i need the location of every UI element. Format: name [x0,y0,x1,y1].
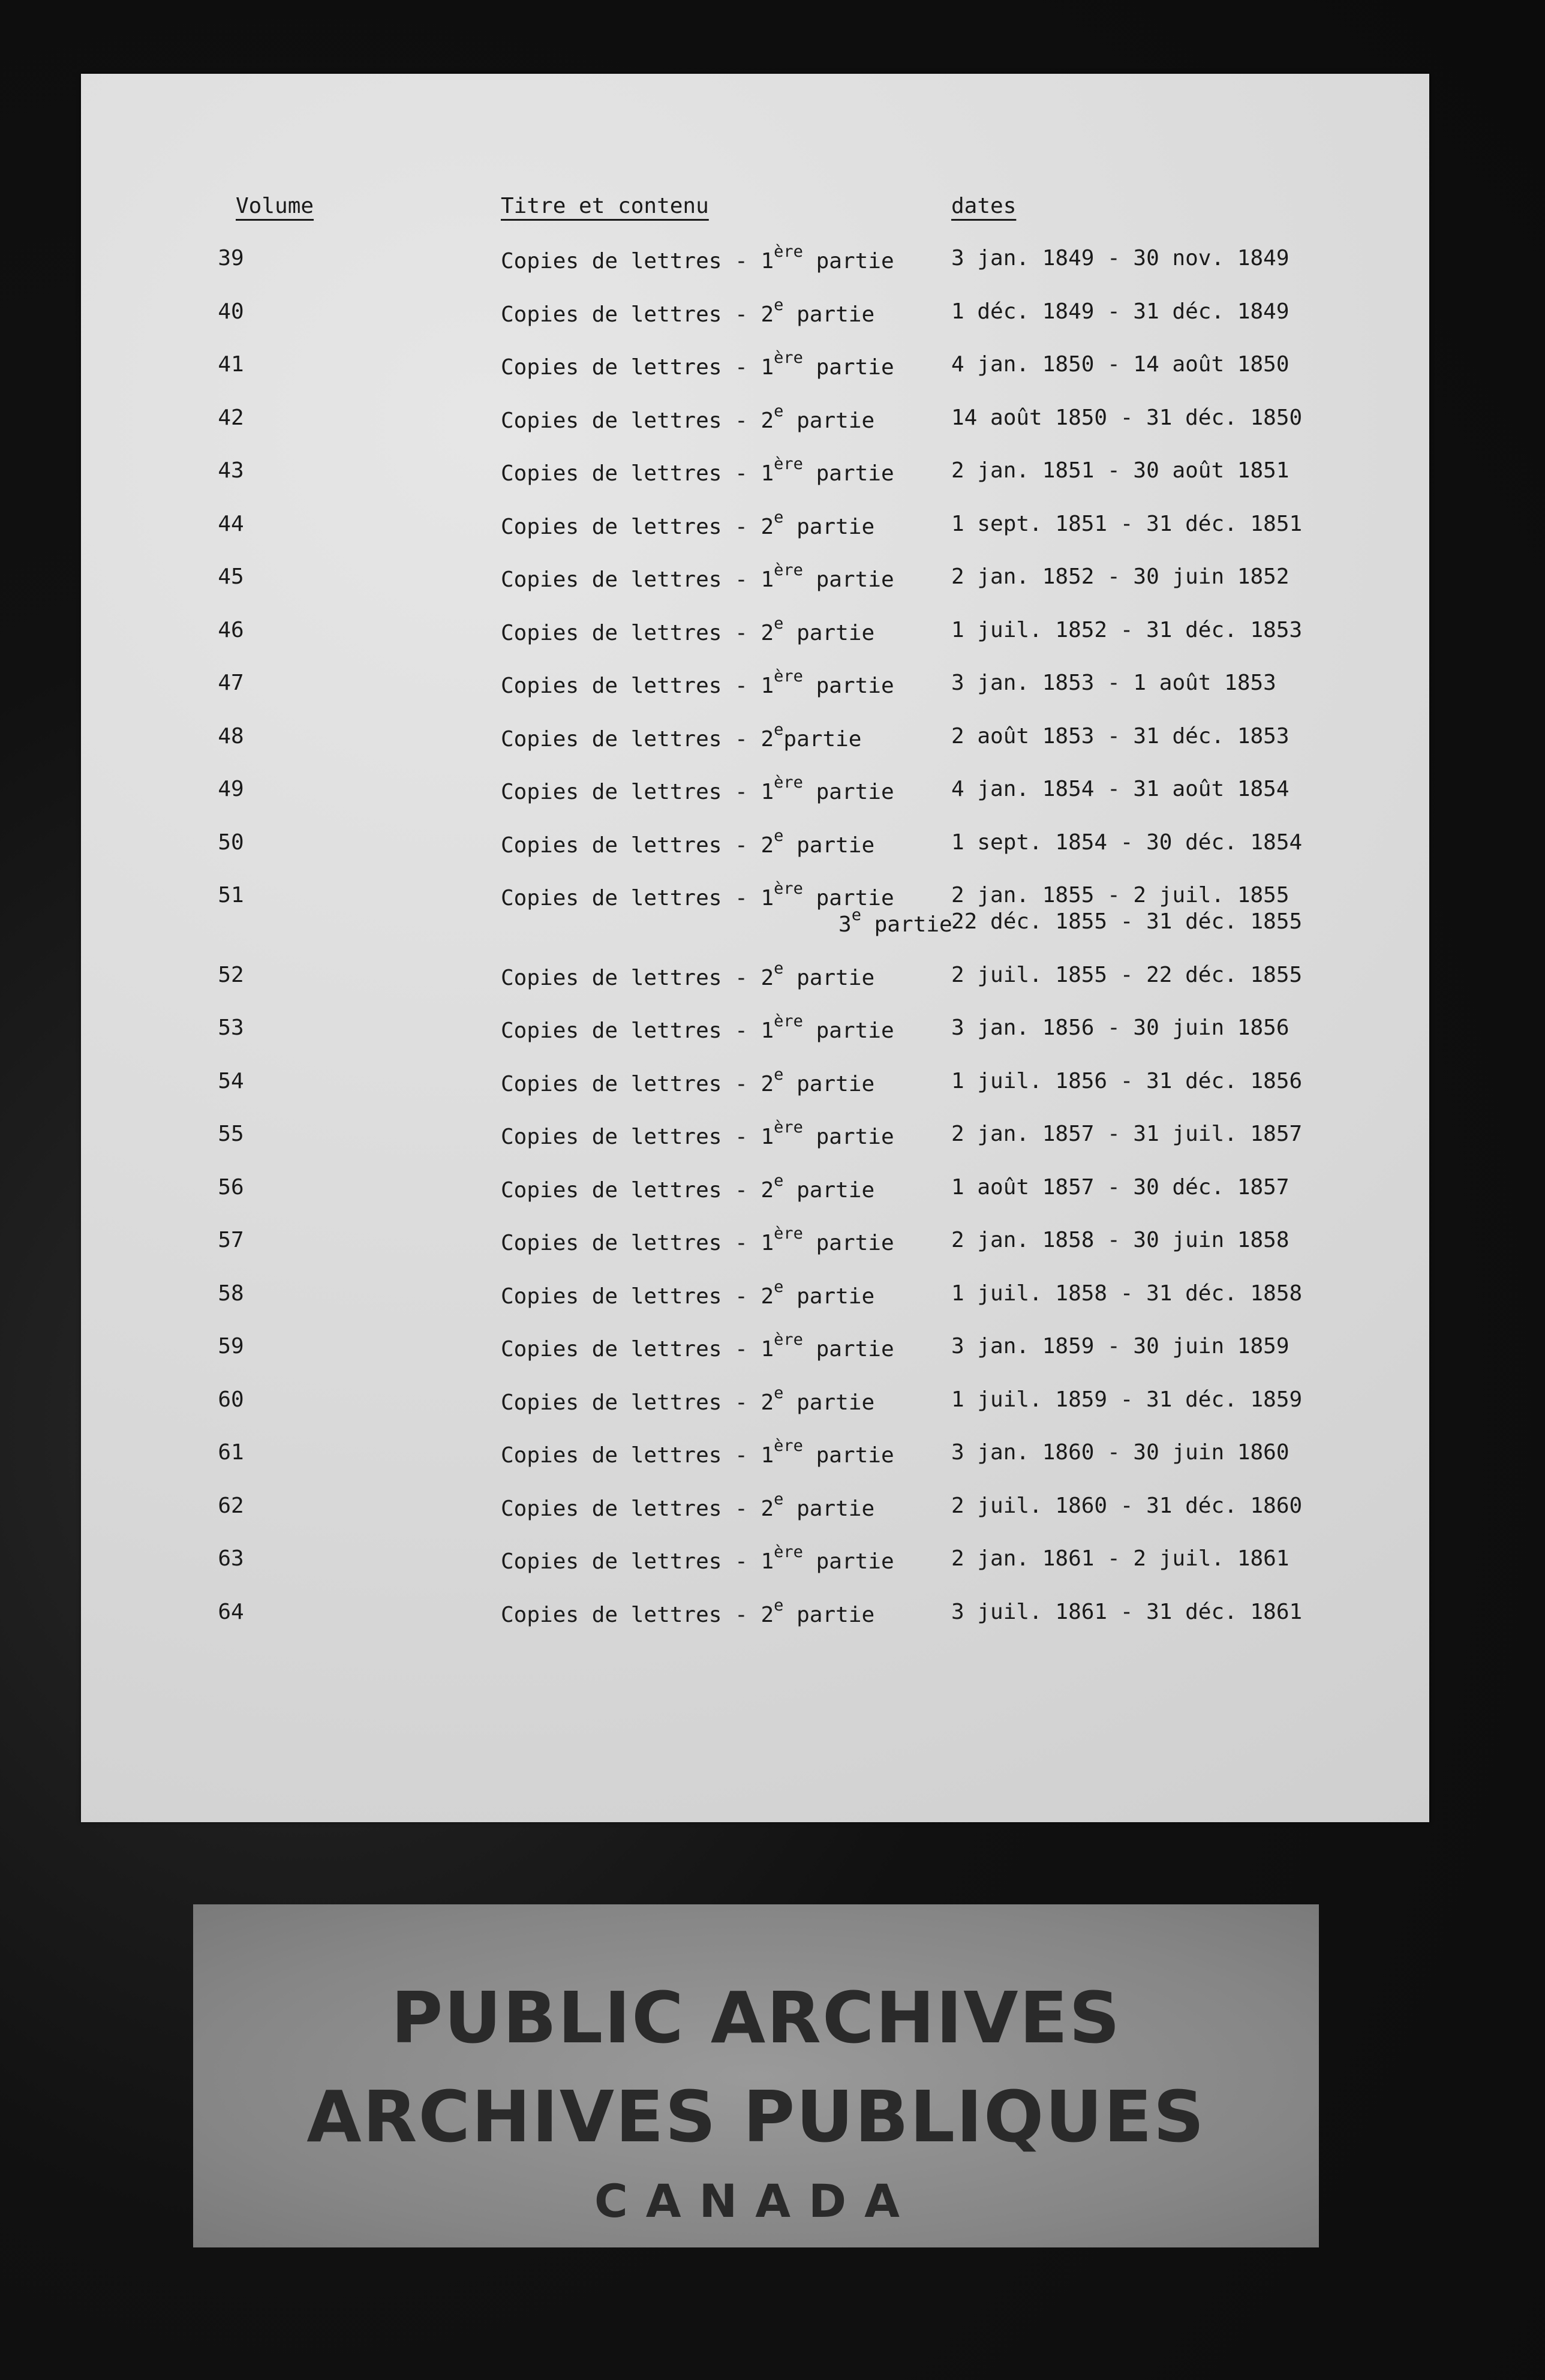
title-cell: Copies de lettres - 1ère partie [501,242,894,274]
dates-cell: 1 juil. 1859 - 31 déc. 1859 [951,1387,1303,1412]
dates-cell: 1 juil. 1858 - 31 déc. 1858 [951,1281,1303,1306]
volume-number: 46 [218,617,244,642]
table-row [81,720,1429,777]
title-cell: Copies de lettres - 2e partie [501,1489,875,1521]
table-row [81,1012,1429,1068]
title-cell: Copies de lettres - 1ère partie [501,1330,894,1362]
volume-number: 41 [218,352,244,377]
title-cell: Copies de lettres - 1ère partie [501,1437,894,1468]
dates-cell: 1 juil. 1856 - 31 déc. 1856 [951,1068,1303,1093]
dates-cell: 14 août 1850 - 31 déc. 1850 [951,405,1303,430]
volume-number: 61 [218,1440,244,1465]
title-cell: Copies de lettres - 1ère partie [501,773,894,804]
volume-number: 44 [218,511,244,536]
volume-number: 59 [218,1334,244,1359]
table-row [81,1330,1429,1387]
volume-number: 54 [218,1068,244,1093]
table-row [81,1595,1429,1652]
title-cell: Copies de lettres - 1ère partie [501,667,894,698]
dates-cell: 3 jan. 1859 - 30 juin 1859 [951,1334,1289,1359]
table-row [81,1383,1429,1440]
table-row [81,879,1429,937]
archives-stamp-label [193,1904,1319,2247]
dates-cell: 4 jan. 1850 - 14 août 1850 [951,352,1289,377]
dates-cell: 1 sept. 1854 - 30 déc. 1854 [951,830,1303,855]
dates-cell: 1 août 1857 - 30 déc. 1857 [951,1174,1289,1200]
title-cell: Copies de lettres - 2e partie [501,401,875,433]
dates-cell: 1 déc. 1849 - 31 déc. 1849 [951,299,1289,324]
header-title: Titre et contenu [501,194,709,218]
title-cell: Copies de lettres - 2e partie [501,826,875,858]
table-row [81,667,1429,723]
title-cell-extra: 3e partie [838,906,952,937]
title-cell: Copies de lettres - 2e partie [501,295,875,327]
volume-number: 57 [218,1228,244,1252]
table-row [81,455,1429,511]
volume-number: 50 [218,830,244,855]
volume-number: 51 [218,883,244,907]
volume-number: 42 [218,405,244,430]
volume-number: 56 [218,1174,244,1200]
table-row [81,614,1429,671]
table-row [81,1065,1429,1122]
table-row [81,1171,1429,1228]
title-cell: Copies de lettres - 1ère partie [501,455,894,486]
dates-cell: 2 juil. 1855 - 22 déc. 1855 [951,962,1303,987]
table-row [81,1224,1429,1281]
table-row [81,507,1429,564]
volume-number: 40 [218,299,244,324]
dates-cell: 3 jan. 1853 - 1 août 1853 [951,671,1276,695]
dates-cell: 3 juil. 1861 - 31 déc. 1861 [951,1599,1303,1624]
dates-cell: 2 jan. 1852 - 30 juin 1852 [951,564,1289,589]
volume-number: 48 [218,723,244,749]
title-cell: Copies de lettres - 1ère partie [501,1224,894,1255]
document-page [81,74,1429,1822]
table-row [81,242,1429,299]
title-cell: Copies de lettres - 2e partie [501,507,875,539]
header-dates: dates [951,194,1017,218]
dates-cell: 2 août 1853 - 31 déc. 1853 [951,723,1289,749]
title-cell: Copies de lettres - 1ère partie [501,1118,894,1149]
dates-cell: 1 sept. 1851 - 31 déc. 1851 [951,511,1303,536]
volume-number: 43 [218,458,244,483]
title-cell: Copies de lettres - 1ère partie [501,1012,894,1043]
title-cell: Copies de lettres - 2epartie [501,720,862,752]
title-cell: Copies de lettres - 2e partie [501,1277,875,1309]
volume-number: 47 [218,671,244,695]
title-cell: Copies de lettres - 1ère partie [501,1543,894,1574]
table-row [81,958,1429,1015]
dates-cell: 3 jan. 1849 - 30 nov. 1849 [951,246,1289,271]
stamp-line-2: ARCHIVES PUBLIQUES [306,2075,1206,2158]
table-row [81,401,1429,458]
stamp-line-1: PUBLIC ARCHIVES [390,1976,1122,2059]
table-row [81,826,1429,883]
header-volume: Volume [236,194,314,218]
volume-number: 64 [218,1599,244,1624]
title-cell: Copies de lettres - 2e partie [501,1595,875,1627]
table-row [81,1543,1429,1599]
title-cell: Copies de lettres - 1ère partie [501,348,894,380]
volume-number: 55 [218,1122,244,1146]
volume-number: 49 [218,777,244,801]
title-cell: Copies de lettres - 2e partie [501,1171,875,1203]
volume-number: 52 [218,962,244,987]
dates-cell-extra: 22 déc. 1855 - 31 déc. 1855 [951,909,1303,934]
table-row [81,1277,1429,1334]
title-cell: Copies de lettres - 1ère partie [501,879,894,910]
title-cell: Copies de lettres - 2e partie [501,614,875,645]
volume-number: 63 [218,1546,244,1571]
stamp-line-3: CANADA [594,2174,918,2228]
dates-cell: 3 jan. 1860 - 30 juin 1860 [951,1440,1289,1465]
table-row [81,1489,1429,1546]
table-row [81,348,1429,405]
title-cell: Copies de lettres - 2e partie [501,1065,875,1096]
title-cell: Copies de lettres - 1ère partie [501,561,894,592]
table-row [81,1118,1429,1174]
volume-number: 39 [218,246,244,271]
volume-number: 58 [218,1281,244,1306]
table-row [81,561,1429,617]
title-cell: Copies de lettres - 2e partie [501,958,875,990]
title-cell: Copies de lettres - 2e partie [501,1383,875,1415]
dates-cell: 2 jan. 1857 - 31 juil. 1857 [951,1122,1303,1146]
volume-number: 60 [218,1387,244,1412]
dates-cell: 2 jan. 1851 - 30 août 1851 [951,458,1289,483]
dates-cell: 2 jan. 1858 - 30 juin 1858 [951,1228,1289,1252]
volume-number: 53 [218,1015,244,1040]
table-row [81,1437,1429,1493]
volume-number: 45 [218,564,244,589]
dates-cell: 2 jan. 1855 - 2 juil. 1855 [951,883,1289,907]
dates-cell: 2 juil. 1860 - 31 déc. 1860 [951,1493,1303,1518]
dates-cell: 2 jan. 1861 - 2 juil. 1861 [951,1546,1289,1571]
table-row [81,295,1429,352]
table-row [81,773,1429,830]
dates-cell: 4 jan. 1854 - 31 août 1854 [951,777,1289,801]
dates-cell: 3 jan. 1856 - 30 juin 1856 [951,1015,1289,1040]
volume-number: 62 [218,1493,244,1518]
dates-cell: 1 juil. 1852 - 31 déc. 1853 [951,617,1303,642]
